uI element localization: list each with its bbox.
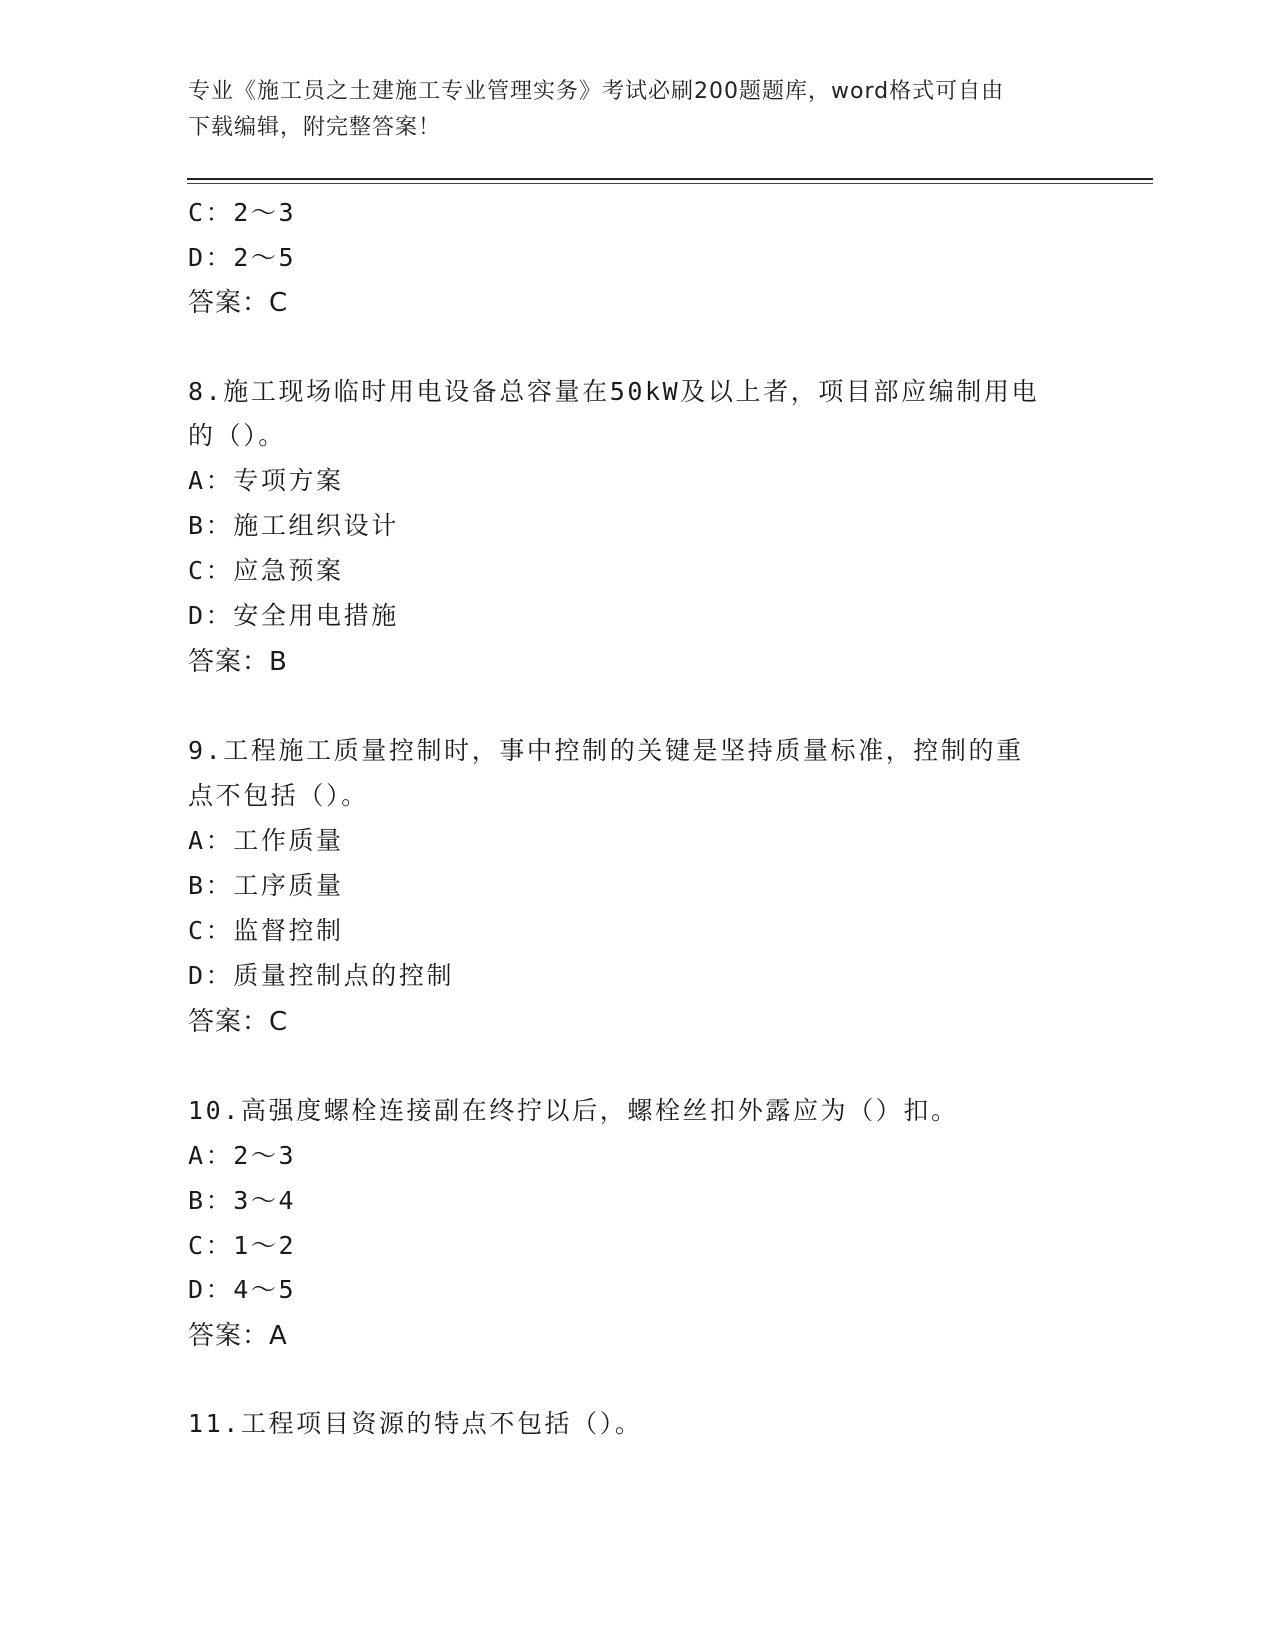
q9-stem-line-1: 9.工程施工质量控制时，事中控制的关键是坚持质量标准，控制的重 <box>188 736 1024 765</box>
q9-answer: 答案：C <box>188 1007 289 1037</box>
q10-option-c: C：1～2 <box>188 1231 297 1260</box>
q10-stem-line-1: 10.高强度螺栓连接副在终拧以后，螺栓丝扣外露应为（）扣。 <box>188 1096 959 1125</box>
document-header <box>188 74 1088 146</box>
q11-stem-line-1: 11.工程项目资源的特点不包括（）。 <box>188 1409 643 1438</box>
q8-option-b: B：施工组织设计 <box>188 511 399 540</box>
q9-option-d: D：质量控制点的控制 <box>188 961 455 990</box>
q9-option-c: C：监督控制 <box>188 916 344 945</box>
q8-stem-line-1: 8.施工现场临时用电设备总容量在50kW及以上者，项目部应编制用电 <box>188 377 1040 406</box>
q8-option-d: D：安全用电措施 <box>188 601 399 630</box>
q8-option-a: A：专项方案 <box>188 466 344 495</box>
q8-stem-line-2: 的（）。 <box>188 421 286 450</box>
header-rule-thin <box>187 183 1153 184</box>
q10-answer: 答案：A <box>188 1321 288 1351</box>
header-line-1: 专业《施工员之土建施工专业管理实务》考试必刷200题题库，word格式可自由 <box>188 79 1005 104</box>
q9-option-a: A：工作质量 <box>188 826 344 855</box>
q7-option-c: C：2～3 <box>188 198 297 227</box>
q9-stem-line-2: 点不包括（）。 <box>188 781 369 810</box>
q8-answer: 答案：B <box>188 647 288 677</box>
q10-option-b: B：3～4 <box>188 1186 297 1215</box>
q10-option-d: D：4～5 <box>188 1275 297 1304</box>
q8-option-c: C：应急预案 <box>188 556 344 585</box>
q7-answer: 答案：C <box>188 288 289 318</box>
q7-option-d: D：2～5 <box>188 243 297 272</box>
header-rule-thick <box>187 178 1153 180</box>
q9-option-b: B：工序质量 <box>188 871 344 900</box>
q10-option-a: A：2～3 <box>188 1141 297 1170</box>
header-line-2: 下载编辑，附完整答案！ <box>188 115 442 140</box>
